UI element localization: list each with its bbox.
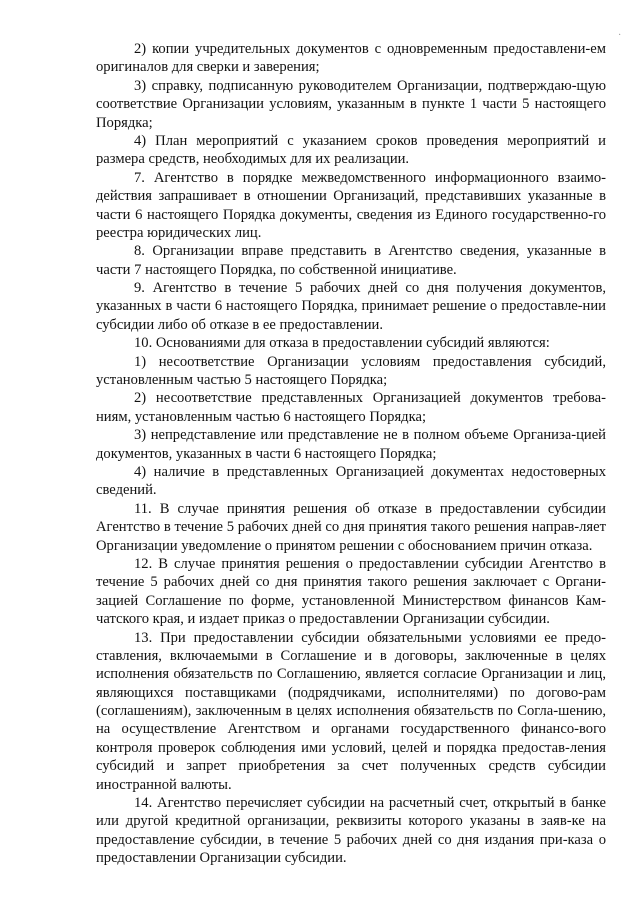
paragraph-3-certificate: 3) справку, подписанную руководителем Организации, подтверждаю-щую соответствие Организации условиям, указанным в пункте 1 части 5 настоящего Порядка; <box>96 77 606 131</box>
document-body <box>96 40 606 868</box>
paragraph-section-14: 14. Агентство перечисляет субсидии на расчетный счет, открытый в банке или другой кредитной организации, реквизиты которого указаны в заяв-ке на предоставление субсидии, в течение 5 рабочих дней со дня издания при-каза о предоставлении Организации субсидии. <box>96 795 606 867</box>
paragraph-section-12: 12. В случае принятия решения о предоставлении субсидии Агентство в течение 5 рабочих дней со дня принятия такого решения заключает с Органи-зацией Соглашение по форме, установленной Министерством финансов Кам-чатского края, и издает приказ о предоставлении Организации субсидии. <box>96 555 606 628</box>
page-corner-mark: · <box>618 30 622 41</box>
paragraph-section-10: 10. Основаниями для отказа в предоставлении субсидий являются: <box>134 335 550 352</box>
paragraph-section-13: 13. При предоставлении субсидии обязательными условиями ее предо-ставления, включаемыми в Соглашение и в договоры, заключенные в целях исполнения обязательств по Соглашению, является согласие Организации и лиц, являющихся поставщиками (подрядчиками, исполнителями) по догово-рам (соглашениям), заключенным в целях исполнения обязательств по Согла-шению, на осуществление Агентством и органами государственного финансо-вого контроля проверок соблюдения ими условий, целей и порядка предостав-ления субсидий и запрет приобретения за счет полученных средств субсидии иностранной валюты. <box>96 629 606 793</box>
paragraph-10-item-1: 1) несоответствие Организации условиям предоставления субсидий, установленным частью 5 настоящего Порядка; <box>96 353 606 389</box>
paragraph-10-item-2: 2) несоответствие представленных Организацией документов требова-ниям, установленным частью 6 настоящего Порядка; <box>96 390 606 425</box>
paragraph-4-plan: 4) План мероприятий с указанием сроков проведения мероприятий и размера средств, необходимых для их реализации. <box>96 132 606 168</box>
paragraph-10-item-3: 3) непредставление или представление не в полном объеме Организа-цией документов, указанных в части 6 настоящего Порядка; <box>96 427 606 462</box>
paragraph-section-11: 11. В случае принятия решения об отказе в предоставлении субсидии Агентство в течение 5 рабочих дней со дня принятия такого решения направ-ляет Организации уведомление о принятом решении с обоснованием причин отказа. <box>96 500 606 554</box>
paragraph-section-7: 7. Агентство в порядке межведомственного информационного взаимо-действия запрашивает в отношении Организаций, представивших указанные в части 6 настоящего Порядка документы, сведения из Единого государственно-го реестра юридических лиц. <box>96 169 606 241</box>
paragraph-10-item-4: 4) наличие в представленных Организацией документах недостоверных сведений. <box>96 463 606 499</box>
paragraph-2-copies: 2) копии учредительных документов с одновременным предоставлени-ем оригиналов для сверки и заверения; <box>96 41 606 76</box>
paragraph-section-9: 9. Агентство в течение 5 рабочих дней со дня получения документов, указанных в части 6 настоящего Порядка, принимает решение о предоставле-нии субсидии либо об отказе в ее предоставлении. <box>96 280 606 333</box>
paragraph-section-8: 8. Организации вправе представить в Агентство сведения, указанные в части 7 настоящего Порядка, по собственной инициативе. <box>96 243 606 278</box>
